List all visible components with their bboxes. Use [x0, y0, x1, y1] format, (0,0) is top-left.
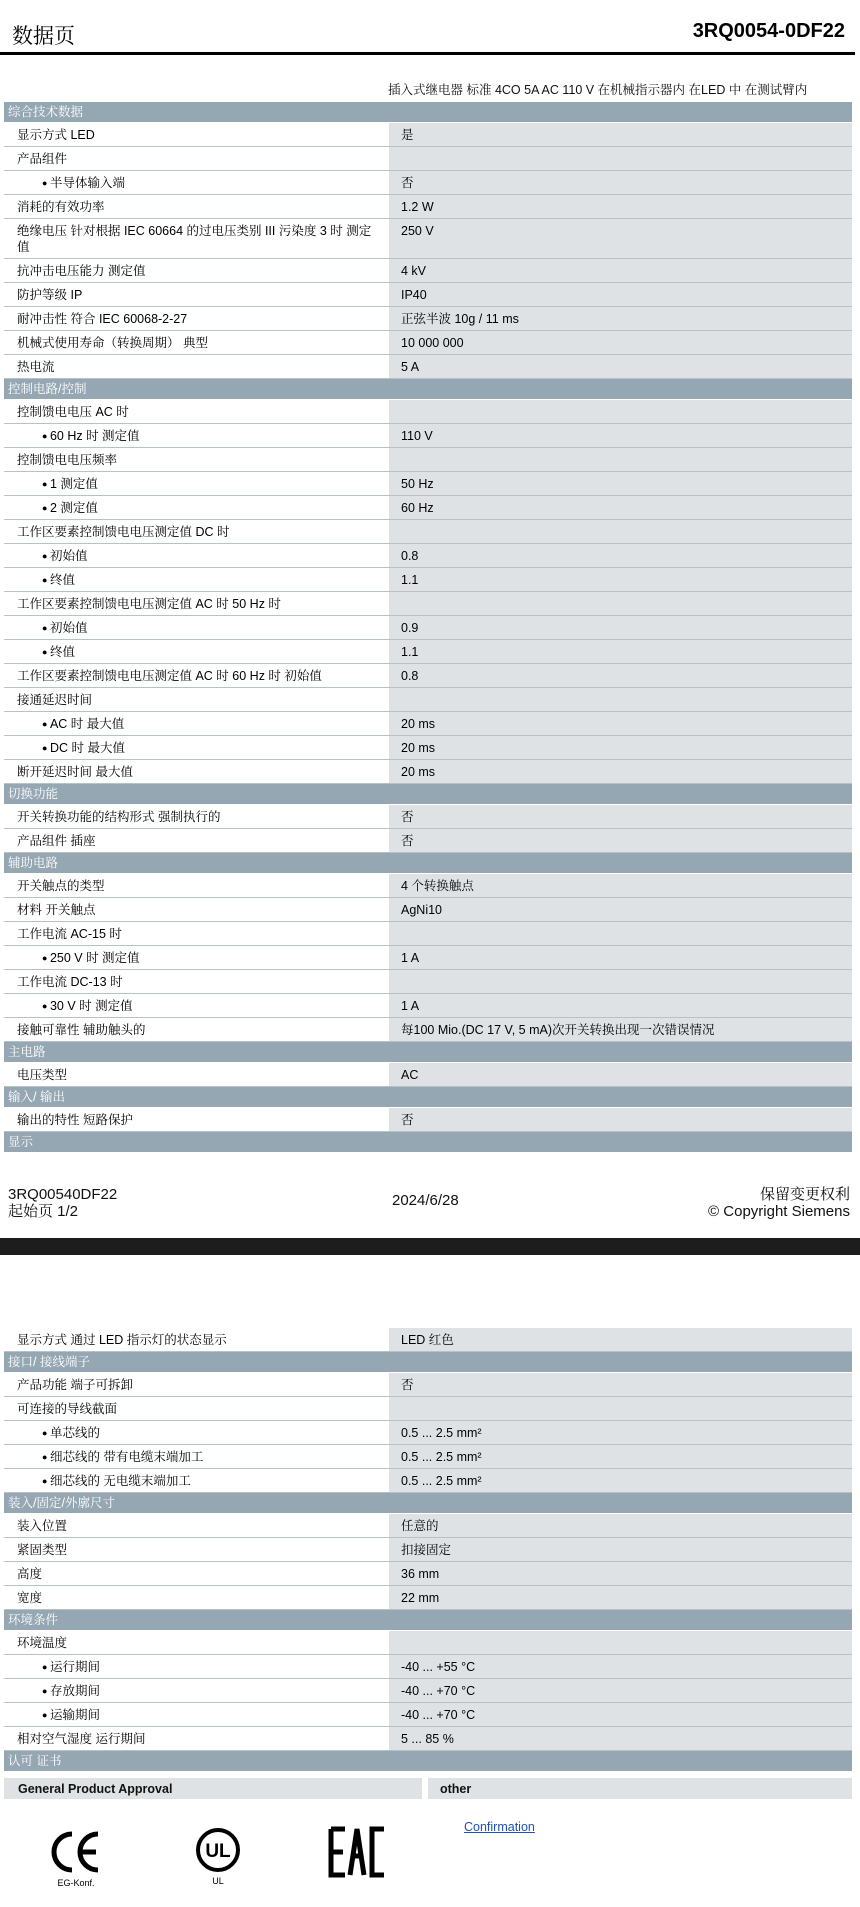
table-row: [4, 1018, 852, 1042]
row-label: ● 终值: [4, 568, 389, 591]
eac-mark-icon: [328, 1826, 388, 1880]
row-value: [389, 520, 852, 543]
row-label: ● 终值: [4, 640, 389, 663]
table-row: [4, 664, 852, 688]
table-row: [4, 1586, 852, 1610]
row-value: 22 mm: [389, 1586, 852, 1609]
table-row: [4, 544, 852, 568]
table-row: [4, 448, 852, 472]
row-value: [389, 1397, 852, 1420]
row-label: 开关转换功能的结构形式 强制执行的: [4, 805, 389, 828]
row-value: 0.9: [389, 616, 852, 639]
row-value: 每100 Mio.(DC 17 V, 5 mA)次开关转换出现一次错误情况: [389, 1018, 852, 1041]
row-label: 绝缘电压 针对根据 IEC 60664 的过电压类别 III 污染度 3 时 测定值: [4, 219, 389, 258]
row-value: 0.5 ... 2.5 mm²: [389, 1421, 852, 1444]
row-label: 宽度: [4, 1586, 389, 1609]
row-value: 5 A: [389, 355, 852, 378]
table-row: [4, 1514, 852, 1538]
table-row: [4, 283, 852, 307]
ul-caption: UL: [212, 1876, 224, 1886]
row-label: 断开延迟时间 最大值: [4, 760, 389, 783]
table-row: [4, 147, 852, 171]
table-row: [4, 1108, 852, 1132]
table-row: [4, 424, 852, 448]
row-label: 显示方式 LED: [4, 123, 389, 146]
section-header: 输入/ 输出: [4, 1087, 852, 1108]
row-label: 工作电流 DC-13 时: [4, 970, 389, 993]
table-row: [4, 1655, 852, 1679]
table-row: [4, 307, 852, 331]
row-label: 防护等级 IP: [4, 283, 389, 306]
table-row: [4, 1562, 852, 1586]
table-row: [4, 195, 852, 219]
table-row: [4, 760, 852, 784]
row-value: 是: [389, 123, 852, 146]
row-value: AC: [389, 1063, 852, 1086]
table-row: [4, 592, 852, 616]
table-row: [4, 946, 852, 970]
table-row: [4, 520, 852, 544]
row-value: 扣接固定: [389, 1538, 852, 1561]
row-label: 接触可靠性 辅助触头的: [4, 1018, 389, 1041]
header-title: 数据页: [12, 25, 75, 48]
row-value: 否: [389, 171, 852, 194]
row-value: -40 ... +70 °C: [389, 1703, 852, 1726]
row-label: 工作区要素控制馈电电压测定值 AC 时 60 Hz 时 初始值: [4, 664, 389, 687]
table-row: [4, 355, 852, 379]
section-header: 认可 证书: [4, 1751, 852, 1772]
row-label: 控制馈电电压 AC 时: [4, 400, 389, 423]
section-header: 辅助电路: [4, 853, 852, 874]
row-label: 紧固类型: [4, 1538, 389, 1561]
section-header: 主电路: [4, 1042, 852, 1063]
row-value: 1.1: [389, 568, 852, 591]
table-row: [4, 970, 852, 994]
row-label: 抗冲击电压能力 测定值: [4, 259, 389, 282]
row-value: 60 Hz: [389, 496, 852, 519]
row-value: 正弦半波 10g / 11 ms: [389, 307, 852, 330]
row-value: 否: [389, 1108, 852, 1131]
table-row: [4, 1445, 852, 1469]
page-header: [0, 0, 855, 55]
row-label: 开关触点的类型: [4, 874, 389, 897]
datasheet-table-page2: [4, 1328, 852, 1772]
table-row: [4, 568, 852, 592]
product-subtitle: 插入式继电器 标准 4CO 5A AC 110 V 在机械指示器内 在LED 中 在测试臂内: [388, 83, 808, 97]
row-value: AgNi10: [389, 898, 852, 921]
row-label: ● DC 时 最大值: [4, 736, 389, 759]
table-row: [4, 1063, 852, 1087]
section-header: 控制电路/控制: [4, 379, 852, 400]
row-value: [389, 922, 852, 945]
row-value: 0.5 ... 2.5 mm²: [389, 1445, 852, 1468]
confirmation-link[interactable]: Confirmation: [464, 1820, 535, 1834]
row-value: 否: [389, 805, 852, 828]
section-header: 综合技术数据: [4, 102, 852, 123]
footer-date: 2024/6/28: [392, 1192, 459, 1209]
table-row: [4, 829, 852, 853]
row-value: 20 ms: [389, 712, 852, 735]
row-value: -40 ... +70 °C: [389, 1679, 852, 1702]
table-row: [4, 1469, 852, 1493]
table-row: [4, 994, 852, 1018]
row-label: 相对空气湿度 运行期间: [4, 1727, 389, 1750]
row-label: 可连接的导线截面: [4, 1397, 389, 1420]
table-row: [4, 712, 852, 736]
row-value: 4 kV: [389, 259, 852, 282]
row-label: 产品功能 端子可拆卸: [4, 1373, 389, 1396]
ce-caption: EG-Konf.: [57, 1878, 95, 1888]
row-label: 高度: [4, 1562, 389, 1585]
page-footer: [0, 1170, 860, 1230]
row-value: 10 000 000: [389, 331, 852, 354]
row-value: [389, 592, 852, 615]
table-row: [4, 874, 852, 898]
table-row: [4, 123, 852, 147]
row-value: 1 A: [389, 946, 852, 969]
row-value: IP40: [389, 283, 852, 306]
row-label: ● 初始值: [4, 544, 389, 567]
row-label: ● 细芯线的 带有电缆末端加工: [4, 1445, 389, 1468]
row-value: [389, 688, 852, 711]
footer-page-number: 起始页 1/2: [8, 1203, 79, 1220]
table-row: [4, 1397, 852, 1421]
row-label: 装入位置: [4, 1514, 389, 1537]
table-row: [4, 736, 852, 760]
row-label: ● 细芯线的 无电缆末端加工: [4, 1469, 389, 1492]
footer-part-number: 3RQ00540DF22: [8, 1186, 118, 1203]
row-value: 否: [389, 829, 852, 852]
row-label: 显示方式 通过 LED 指示灯的状态显示: [4, 1328, 389, 1351]
datasheet-table-page1: [4, 102, 852, 1153]
table-row: [4, 1328, 852, 1352]
row-label: 工作区要素控制馈电电压测定值 DC 时: [4, 520, 389, 543]
section-header: 显示: [4, 1132, 852, 1153]
table-row: [4, 259, 852, 283]
row-label: 热电流: [4, 355, 389, 378]
row-value: 5 ... 85 %: [389, 1727, 852, 1750]
row-value: 250 V: [389, 219, 852, 258]
row-label: ● 2 测定值: [4, 496, 389, 519]
row-label: 材料 开关触点: [4, 898, 389, 921]
row-label: 接通延迟时间: [4, 688, 389, 711]
row-value: 110 V: [389, 424, 852, 447]
row-label: 工作区要素控制馈电电压测定值 AC 时 50 Hz 时: [4, 592, 389, 615]
row-label: 输出的特性 短路保护: [4, 1108, 389, 1131]
section-header: 接口/ 接线端子: [4, 1352, 852, 1373]
table-row: [4, 1538, 852, 1562]
footer-copyright: © Copyright Siemens: [708, 1203, 850, 1220]
row-label: ● AC 时 最大值: [4, 712, 389, 735]
table-row: [4, 331, 852, 355]
row-value: -40 ... +55 °C: [389, 1655, 852, 1678]
row-label: ● 运输期间: [4, 1703, 389, 1726]
table-row: [4, 805, 852, 829]
row-value: 1 A: [389, 994, 852, 1017]
table-row: [4, 1679, 852, 1703]
row-label: 产品组件: [4, 147, 389, 170]
approvals-header-row: [4, 1778, 852, 1799]
table-row: [4, 472, 852, 496]
table-row: [4, 219, 852, 259]
table-row: [4, 1703, 852, 1727]
row-value: 0.5 ... 2.5 mm²: [389, 1469, 852, 1492]
section-header: 环境条件: [4, 1610, 852, 1631]
svg-text:UL: UL: [205, 1841, 231, 1862]
row-value: 0.8: [389, 664, 852, 687]
row-value: 20 ms: [389, 736, 852, 759]
row-label: ● 存放期间: [4, 1679, 389, 1702]
table-row: [4, 400, 852, 424]
row-label: ● 单芯线的: [4, 1421, 389, 1444]
table-row: [4, 688, 852, 712]
row-value: [389, 448, 852, 471]
table-row: [4, 640, 852, 664]
section-header: 装入/固定/外廓尺寸: [4, 1493, 852, 1514]
row-label: ● 半导体输入端: [4, 171, 389, 194]
row-value: [389, 970, 852, 993]
section-header: 切换功能: [4, 784, 852, 805]
row-label: 电压类型: [4, 1063, 389, 1086]
table-row: [4, 496, 852, 520]
row-value: 20 ms: [389, 760, 852, 783]
row-label: 产品组件 插座: [4, 829, 389, 852]
table-row: [4, 1373, 852, 1397]
table-row: [4, 616, 852, 640]
ce-mark-icon: [48, 1828, 104, 1888]
row-value: [389, 1631, 852, 1654]
row-value: 36 mm: [389, 1562, 852, 1585]
row-value: 50 Hz: [389, 472, 852, 495]
row-value: 1.2 W: [389, 195, 852, 218]
row-label: ● 250 V 时 测定值: [4, 946, 389, 969]
row-label: 消耗的有效功率: [4, 195, 389, 218]
table-row: [4, 1727, 852, 1751]
row-label: ● 60 Hz 时 测定值: [4, 424, 389, 447]
row-label: ● 1 测定值: [4, 472, 389, 495]
footer-rights: 保留变更权利: [759, 1186, 850, 1203]
row-value: [389, 400, 852, 423]
table-row: [4, 922, 852, 946]
row-label: 环境温度: [4, 1631, 389, 1654]
row-label: 机械式使用寿命（转换周期） 典型: [4, 331, 389, 354]
row-value: 0.8: [389, 544, 852, 567]
table-row: [4, 898, 852, 922]
row-value: 4 个转换触点: [389, 874, 852, 897]
row-label: 耐冲击性 符合 IEC 60068-2-27: [4, 307, 389, 330]
row-label: 控制馈电电压频率: [4, 448, 389, 471]
row-value: 否: [389, 1373, 852, 1396]
table-row: [4, 1631, 852, 1655]
ul-mark-icon: [195, 1826, 241, 1886]
table-row: [4, 171, 852, 195]
approval-col-general: General Product Approval: [4, 1778, 422, 1799]
row-label: ● 初始值: [4, 616, 389, 639]
row-label: 工作电流 AC-15 时: [4, 922, 389, 945]
header-part-number: 3RQ0054-0DF22: [692, 20, 845, 42]
row-value: LED 红色: [389, 1328, 852, 1351]
page-break-divider: [0, 1238, 860, 1255]
approval-col-other: other: [428, 1778, 852, 1799]
row-value: 1.1: [389, 640, 852, 663]
row-value: 任意的: [389, 1514, 852, 1537]
table-row: [4, 1421, 852, 1445]
row-label: ● 运行期间: [4, 1655, 389, 1678]
row-label: ● 30 V 时 测定值: [4, 994, 389, 1017]
row-value: [389, 147, 852, 170]
